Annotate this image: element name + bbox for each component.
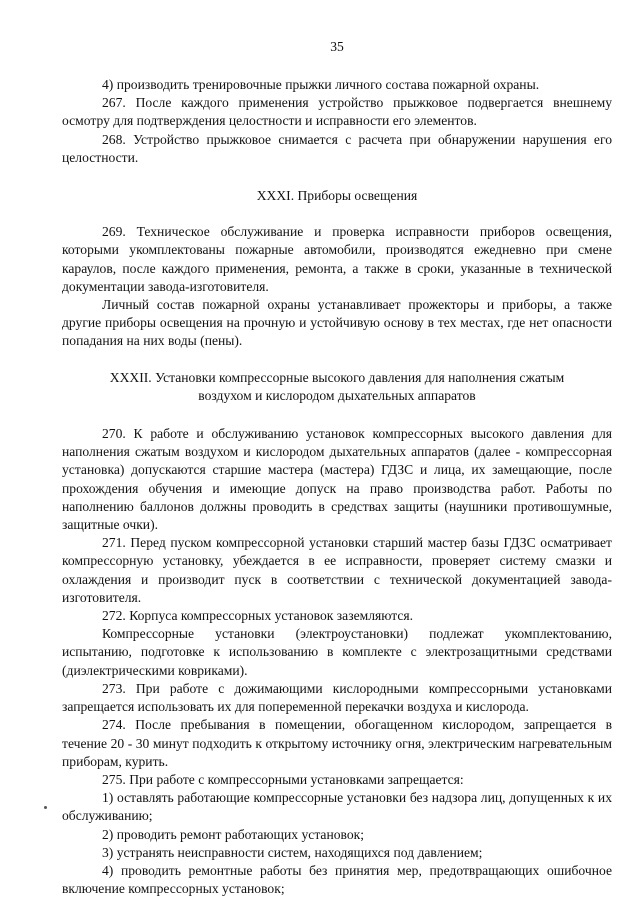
paragraph-274: 274. После пребывания в помещении, обогащенном кислородом, запрещается в течение 20 - 30 минут подходить к открытому источнику огня, электрическим нагревательным приборам, курить. — [62, 717, 612, 769]
section-heading-xxxii: XXXII. Установки компрессорные высокого давления для наполнения сжатым воздухом и кислородом дыхательных аппаратов — [109, 369, 565, 403]
paragraph-272-continued: Компрессорные установки (электроустановки) подлежат укомплектованию, испытанию, подготовке к использованию в комплекте с электрозащитными средствами (диэлектрическими ковриками). — [62, 626, 612, 678]
paragraph-267: 267. После каждого применения устройство прыжковое подвергается внешнему осмотру для подтверждения целостности и исправности его элементов. — [62, 95, 612, 129]
section-heading-xxxi: XXXI. Приборы освещения — [256, 188, 418, 204]
list-item-275-4: 4) проводить ремонтные работы без принятия мер, предотвращающих ошибочное включение компрессорных установок; — [62, 862, 612, 897]
paragraph-271: 271. Перед пуском компрессорной установки старший мастер базы ГДЗС осматривает компрессорную установку, убеждается в ее исправности, проверяет систему смазки и охлаждения и производит пуск в соответствии с технической документацией завода-изготовителя. — [62, 535, 612, 605]
list-item-275-2: 2) проводить ремонт работающих установок; — [102, 826, 365, 842]
page-number: 35 — [330, 39, 344, 54]
paragraph-273: 273. При работе с дожимающими кислородными компрессорными установками запрещается использовать их для попеременной перекачки воздуха и кислорода. — [62, 680, 612, 715]
paragraph-275: 275. При работе с компрессорными установками запрещается: — [102, 771, 464, 787]
scan-speck — [44, 806, 47, 809]
paragraph-270: 270. К работе и обслуживанию установок компрессорных высокого давления для наполнения сжатым воздухом и кислородом дыхательных аппаратов (далее - компрессорная установка) допускаются старшие мастера (мастера) ГДЗС и лица, их замещающие, после прохождения обучения и имеющие допуск на право производства работ. Работы по наполнению баллонов должны проводить в средствах защиты (наушники противошумные, защитные очки). — [62, 426, 612, 533]
paragraph-272: 272. Корпуса компрессорных установок заземляются. — [102, 608, 414, 624]
paragraph-269: 269. Техническое обслуживание и проверка исправности приборов освещения, которыми укомплектованы пожарные автомобили, производятся ежедневно при смене караулов, после каждого применения, ремонта, а также в сроки, указанные в технической документации завода-изготовителя. — [62, 224, 612, 294]
paragraph-269-continued: Личный состав пожарной охраны устанавливает прожекторы и приборы, а также другие приборы освещения на прочную и устойчивую основу в тех местах, где нет опасности попадания на них воды (пены). — [62, 297, 612, 349]
list-item-275-3: 3) устранять неисправности систем, находящихся под давлением; — [102, 844, 483, 860]
paragraph-268: 268. Устройство прыжковое снимается с расчета при обнаружении нарушения его целостности. — [62, 131, 612, 165]
paragraph-item-4: 4) производить тренировочные прыжки личного состава пожарной охраны. — [102, 77, 540, 92]
list-item-275-1: 1) оставлять работающие компрессорные установки без надзора лиц, допущенных к их обслуживанию; — [62, 790, 612, 824]
